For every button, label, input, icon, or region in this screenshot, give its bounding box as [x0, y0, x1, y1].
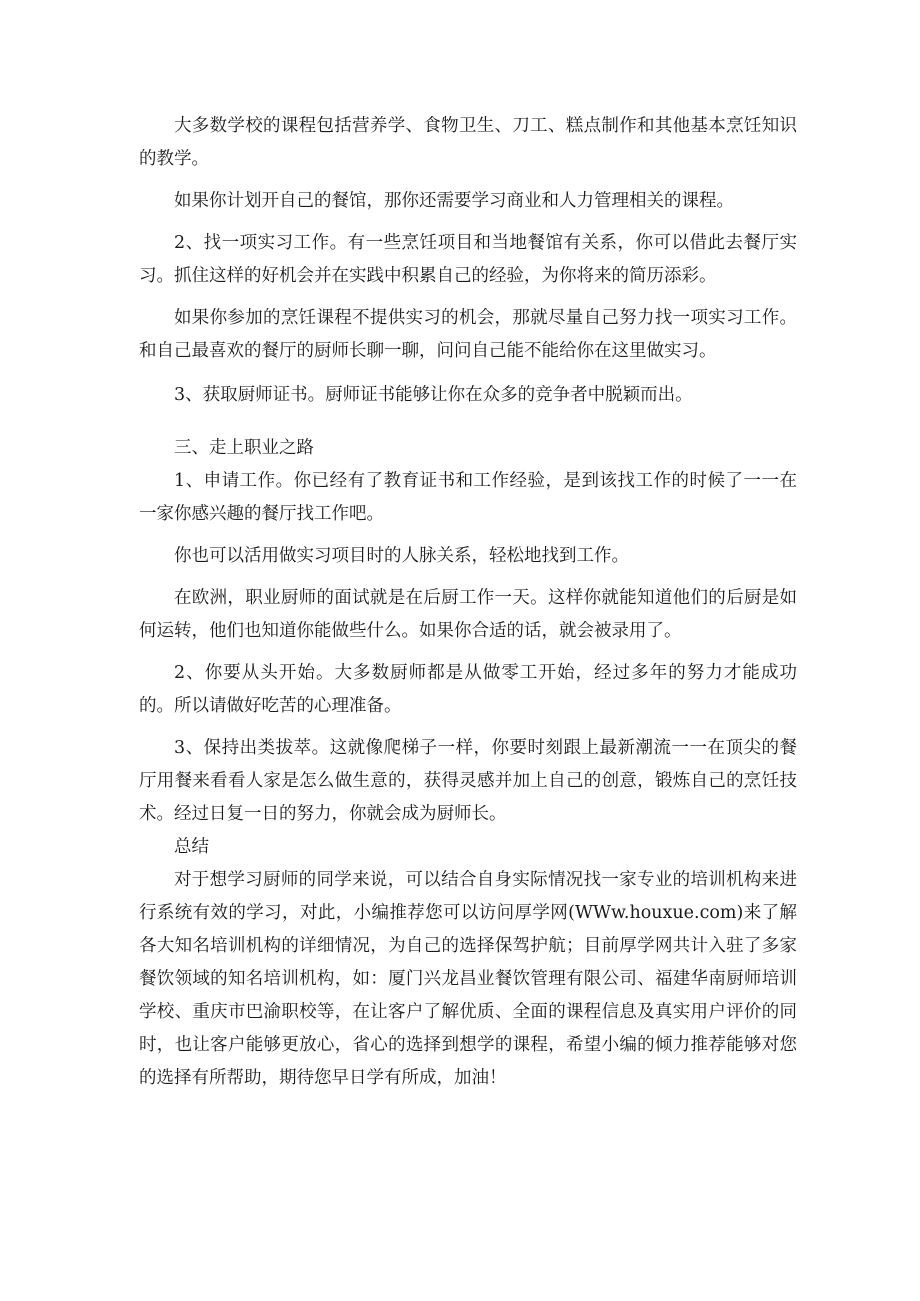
paragraph-internship: 2、找一项实习工作。有一些烹饪项目和当地餐馆有关系，你可以借此去餐厅实习。抓住这样的好机会并在实践中积累自己的经验，为你将来的简历添彩。: [139, 233, 797, 286]
paragraph-apply-job: 1、申请工作。你已经有了教育证书和工作经验，是到该找工作的时候了一一在一家你感兴趣的餐厅找工作吧。: [139, 471, 797, 524]
paragraph-certificate: 3、获取厨师证书。厨师证书能够让你在众多的竞争者中脱颖而出。: [174, 385, 693, 405]
paragraph-summary: 对于想学习厨师的同学来说，可以结合自身实际情况找一家专业的培训机构来进行系统有效的学习，对此，小编推荐您可以访问厚学网(WWw.houxue.com)来了解各大知名培训机构的详细情况，为自己的选择保驾护航；目前厚学网共计入驻了多家餐饮领域的知名培训机构，如：厦门兴龙昌业餐饮管理有限公司、福建华南厨师培训学校、重庆市巴渝职校等，在让客户了解优质、全面的课程信息及真实用户评价的同时，也让客户能够更放心，省心的选择到想学的课程，希望小编的倾力推荐能够对您的选择有所帮助，期待您早日学有所成，加油！: [139, 870, 797, 1088]
paragraph-find-internship: 如果你参加的烹饪课程不提供实习的机会，那就尽量自己努力找一项实习工作。和自己最喜欢的餐厅的厨师长聊一聊，问问自己能不能给你在这里做实习。: [139, 308, 797, 361]
paragraph-network: 你也可以活用做实习项目时的人脉关系，轻松地找到工作。: [174, 546, 629, 566]
summary-heading: 总结: [174, 837, 209, 857]
paragraph-curriculum: 大多数学校的课程包括营养学、食物卫生、刀工、糕点制作和其他基本烹饪知识的教学。: [139, 116, 797, 169]
paragraph-business-courses: 如果你计划开自己的餐馆，那你还需要学习商业和人力管理相关的课程。: [174, 191, 734, 211]
paragraph-europe-interview: 在欧洲，职业厨师的面试就是在后厨工作一天。这样你就能知道他们的后厨是如何运转，他们也知道你能做些什么。如果你合适的话，就会被录用了。: [139, 588, 797, 641]
document-page: [139, 110, 797, 1095]
paragraph-stay-excellent: 3、保持出类拔萃。这就像爬梯子一样，你要时刻跟上最新潮流一一在顶尖的餐厅用餐来看看人家是怎么做生意的，获得灵感并加上自己的创意，锻炼自己的烹饪技术。经过日复一日的努力，你就会成为厨师长。: [139, 738, 797, 824]
section-heading-career: 三、走上职业之路: [174, 438, 314, 458]
paragraph-start-from-bottom: 2、你要从头开始。大多数厨师都是从做零工开始，经过多年的努力才能成功的。所以请做好吃苦的心理准备。: [139, 663, 797, 716]
